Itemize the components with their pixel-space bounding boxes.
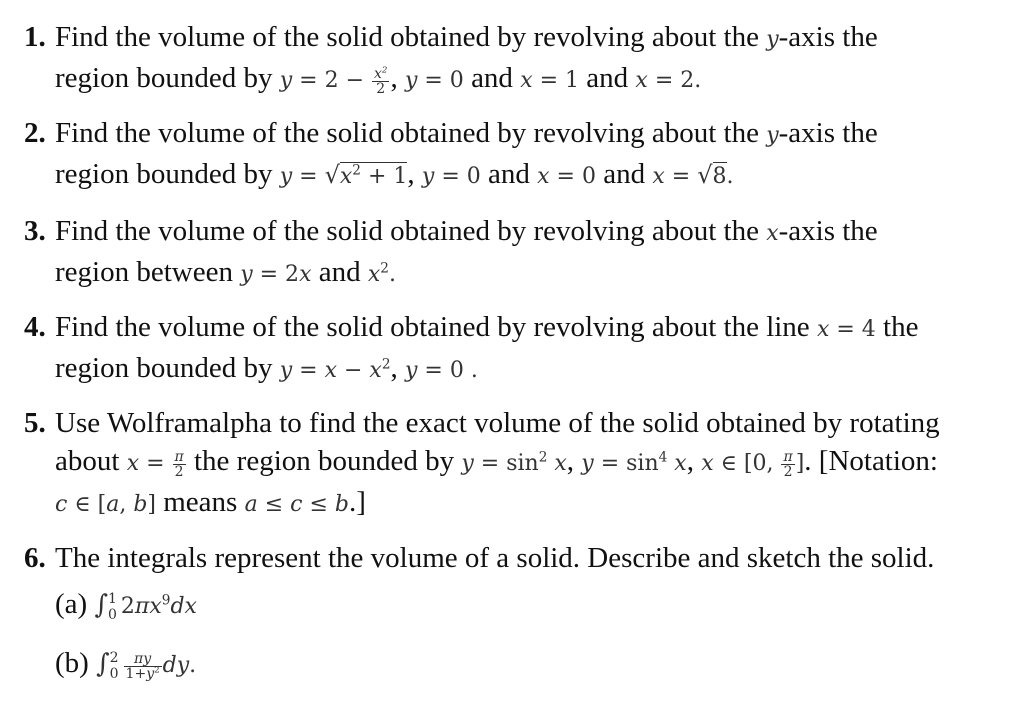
problem-6 [24, 539, 1014, 685]
math-expression: c ∈ [a, b] [55, 492, 156, 517]
problem-3 [24, 212, 1014, 294]
problem-text: about [55, 445, 120, 477]
problem-6-part-a [24, 585, 1014, 626]
axis-variable: y [766, 27, 779, 52]
math-expression: $y = \sin^2 x$ [461, 449, 567, 476]
math-expression: x = 4 [816, 317, 876, 342]
math-expression: $y = √x^2 + 1$ [279, 161, 408, 189]
math-integral: ∫ 1 0 $2\pi x^9dx$ [94, 590, 197, 623]
math-expression: x = 2. [635, 68, 702, 93]
part-label: (a) [55, 588, 88, 620]
math-expression: x = 1 [520, 68, 580, 93]
conjunction: and [471, 62, 513, 94]
math-expression: y = 0 . [405, 358, 478, 383]
math-expression: y = 0 [421, 164, 481, 189]
problem-text: the [883, 311, 919, 343]
problem-number: 5. [24, 407, 46, 439]
math-expression: $x^2$. [367, 260, 396, 287]
math-integral: ∫ 2 0 $\frac{\pi y}{1+y^2}$ dy. [96, 649, 197, 682]
problem-text: The integrals represent the volume of a solid. Describe and sketch the solid. [55, 542, 935, 574]
problem-text: region bounded by [55, 158, 273, 190]
problem-4-line-1 [24, 308, 1014, 349]
problem-2-line-2: region bounded by $y = √x^2 + 1$, y = 0 and x = 0 and x = √8. [55, 158, 734, 190]
math-expression: x = $\frac{\pi}{2}$ [126, 448, 184, 480]
problem-text: region bounded by [55, 62, 273, 94]
problem-4 [24, 308, 1014, 390]
math-expression: $y = x - x^2$ [279, 356, 391, 383]
problem-text: .] [348, 486, 366, 518]
problem-3-line-2 [24, 253, 1014, 294]
problem-text: -axis the [778, 117, 878, 149]
problem-5 [24, 404, 1014, 524]
math-expression: y = 2 − $\frac{x^2}{2}$ [279, 64, 388, 97]
problem-text: Find the volume of the solid obtained by revolving about the [55, 215, 759, 247]
problem-1-line-2: region bounded by y = 2 − $\frac{x^2}{2}$ , y = 0 and x = 1 and x = 2. [55, 62, 702, 97]
problem-number: 3. [24, 215, 46, 247]
problem-number: 1. [24, 21, 46, 53]
conjunction: and [318, 256, 361, 288]
math-expression: a ≤ c ≤ b [244, 492, 349, 517]
problem-3-line-1 [24, 212, 1014, 253]
problem-1 [24, 18, 1014, 100]
math-expression: $y = \sin^4 x$ [581, 449, 687, 476]
problem-text: region between [55, 256, 233, 288]
problem-5-line-2: about x = $\frac{\pi}{2}$ the region bounded by $y = \sin^2 x$, $y = \sin^4 x$, x ∈ [0, $\frac{\pi}{2}$ ]. [Notation: [55, 445, 938, 480]
problem-text: Find the volume of the solid obtained by revolving about the line [55, 311, 810, 343]
problem-text: -axis the [778, 21, 878, 53]
part-label: (b) [55, 647, 89, 679]
problem-text: means [163, 486, 238, 518]
problem-2 [24, 114, 1014, 196]
math-expression: y = 0 [404, 68, 464, 93]
problem-number: 2. [24, 117, 46, 149]
problem-text: region bounded by [55, 352, 273, 384]
conjunction: and [488, 158, 530, 190]
problem-number: 6. [24, 542, 46, 574]
math-expression: y = 2x [240, 262, 312, 287]
math-expression: x = √8. [652, 161, 734, 189]
problem-text: . [Notation: [804, 445, 938, 477]
conjunction: and [603, 158, 646, 190]
math-expression: x = 0 [537, 164, 596, 189]
problem-6-part-b [24, 644, 1014, 685]
problem-text: Find the volume of the solid obtained by revolving about the [55, 117, 759, 149]
problem-5-line-1 [24, 404, 1014, 442]
conjunction: and [586, 62, 629, 94]
math-expression: x ∈ [0, $\frac{\pi}{2}$ ] [701, 448, 805, 480]
problem-6-line-1 [24, 539, 1014, 577]
problem-5-line-3 [24, 483, 1014, 524]
problem-2-line-1 [24, 114, 1014, 155]
problem-number: 4. [24, 311, 46, 343]
problem-text: -axis the [778, 215, 878, 247]
problem-1-line-1 [24, 18, 1014, 59]
problem-text: Use Wolframalpha to find the exact volume of the solid obtained by rotating [55, 407, 940, 439]
axis-variable: x [766, 221, 779, 246]
axis-variable: y [766, 123, 779, 148]
problem-text: the region bounded by [193, 445, 455, 477]
problem-4-line-2: region bounded by $y = x - x^2$, y = 0 . [55, 352, 478, 384]
problem-text: Find the volume of the solid obtained by revolving about the [55, 21, 759, 53]
